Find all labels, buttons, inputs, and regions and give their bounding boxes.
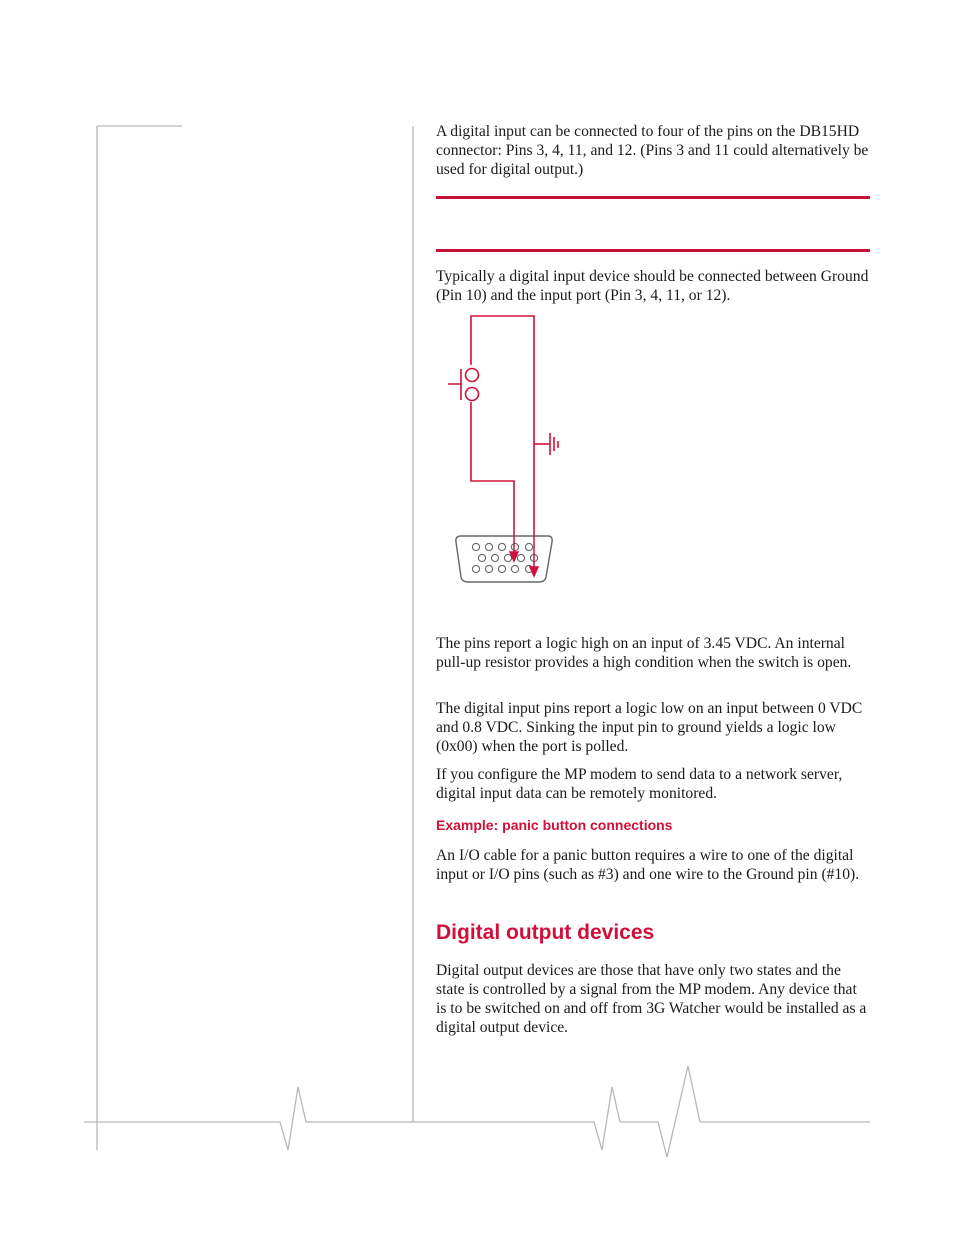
- push-button-icon: [448, 369, 461, 400]
- example-paragraph: An I/O cable for a panic button requires a wire to one of the digital input or I/O pins (such as #3) and one wire to the Ground pin (#10).: [436, 847, 860, 883]
- remote-monitor-paragraph: If you configure the MP modem to send data to a network server, digital input data can be remotely monitored.: [436, 766, 843, 802]
- ground-icon: [534, 433, 558, 455]
- logic-low-paragraph: The digital input pins report a logic low on an input between 0 VDC and 0.8 VDC. Sinking the input pin to ground yields a logic low (0x00) when the port is polled.: [436, 700, 863, 755]
- example-heading: Example: panic button connections: [436, 817, 673, 833]
- wire-to-ground-pin: [471, 316, 534, 530]
- logic-high-paragraph: The pins report a logic high on an input of 3.45 VDC. An internal pull-up resistor provides a high condition when the switch is open.: [436, 635, 852, 671]
- db15hd-connector-icon: [456, 530, 552, 582]
- note-rule-top: [436, 196, 870, 199]
- wire-to-input-pin: [471, 402, 514, 530]
- switch-contact-top: [466, 369, 479, 382]
- switch-contact-bottom: [466, 388, 479, 401]
- heartbeat-footer-line: [84, 1066, 870, 1157]
- note-rule-bottom: [436, 249, 870, 252]
- section-heading: Digital output devices: [436, 921, 655, 944]
- intro-paragraph: A digital input can be connected to four of the pins on the DB15HD connector: Pins 3, 4, 11, and 12. (Pins 3 and 11 could alternatively be used for digital output.): [436, 123, 869, 178]
- output-paragraph: Digital output devices are those that have only two states and the state is controlled by a signal from the MP modem. Any device that is to be switched on and off from 3G Watcher would be installed as a digital output device.: [436, 962, 867, 1036]
- wiring-diagram: [440, 310, 580, 590]
- wiring-paragraph: Typically a digital input device should be connected between Ground (Pin 10) and the input port (Pin 3, 4, 11, or 12).: [436, 268, 869, 304]
